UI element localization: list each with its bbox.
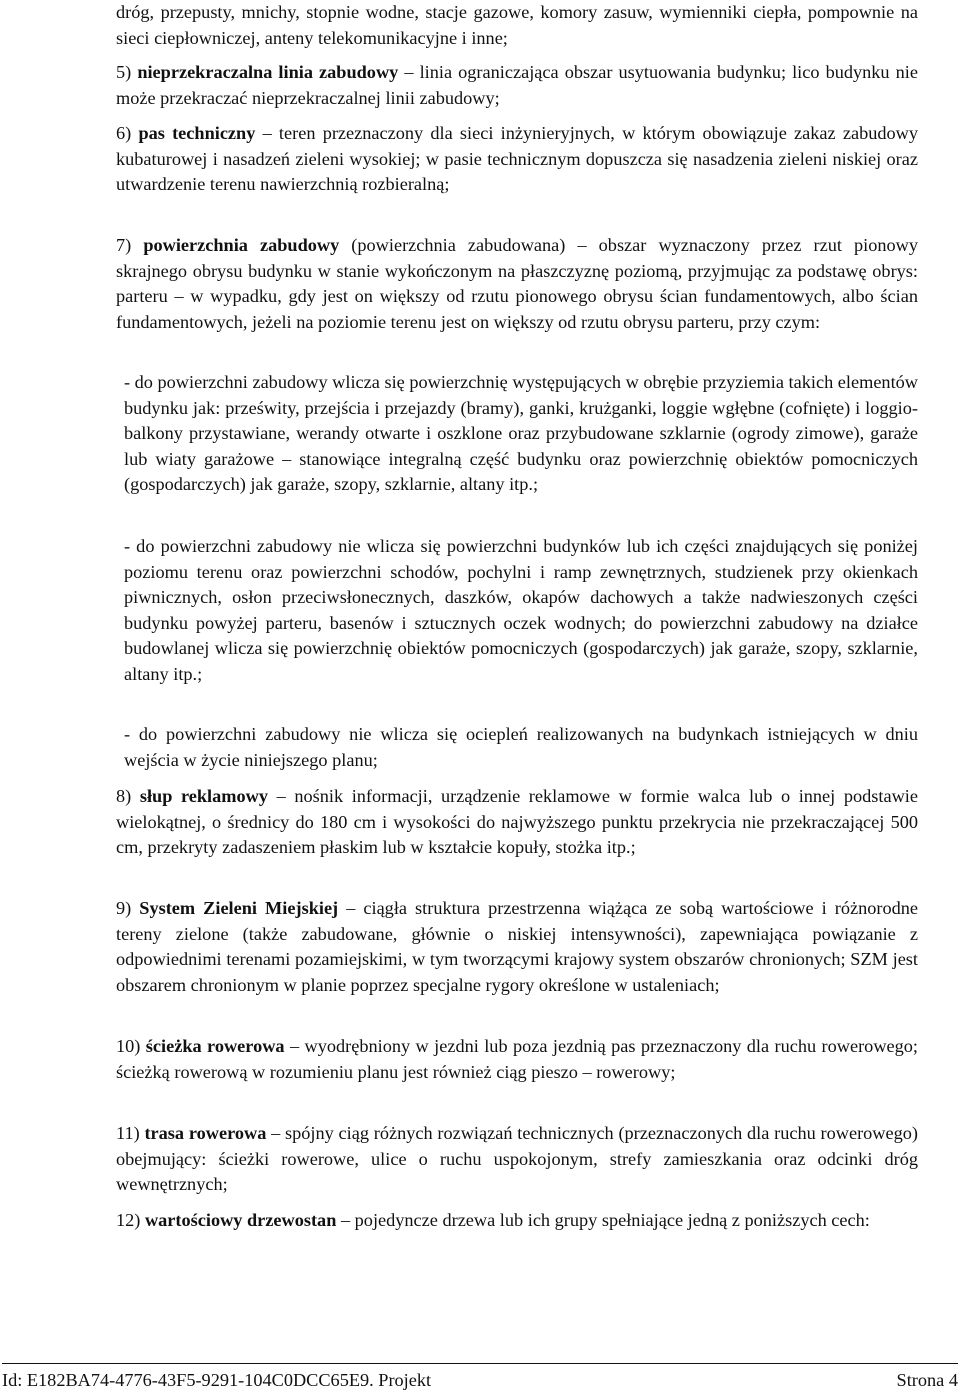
bullet-item-1: - do powierzchni zabudowy wlicza się powierzchnię występujących w obrębie przyziemia takich elementów budynku jak: prześwity, przejścia i przejazdy (bramy), ganki, krużganki, loggie wgłębne (cofnięte) i loggio-balkony przystawiane, werandy otwarte i oszklone oraz przybudowane szklarnie (ogrody zimowe), garaże lub wiaty garażowe – stanowiące integralną część budynku oraz powierzchnię obiektów pomocniczych (gospodarczych) jak garaże, szopy, szklarnie, altany itp.; — [124, 372, 918, 495]
definition-term: wartościowy drzewostan — [144, 1210, 337, 1230]
definition-text: – nośnik informacji, urządzenie reklamowe w formie walca lub o innej podstawie wielokątnej, o średnicy do 180 cm i wysokości do najwyższego punktu przekrycia nie przekraczającej 500 cm, przekryty zadaszeniem płaskim lub w kształcie kopuły, stożka itp.; — [116, 786, 918, 858]
definition-term: System Zieleni Miejskiej — [139, 898, 339, 918]
definition-7 — [116, 233, 918, 335]
definition-text: – spójny ciąg różnych rozwiązań technicznych (przeznaczonych dla ruchu rowerowego) obejmujący: ścieżki rowerowe, ulice o ruchu uspokojonym, strefy zamieszkania oraz odcinki dróg wewnętrznych; — [116, 1123, 918, 1195]
definition-term: powierzchnia zabudowy — [143, 235, 340, 255]
page-number: Strona 4 — [896, 1370, 958, 1390]
definition-text: – pojedyncze drzewa lub ich grupy spełniające jedną z poniższych cech: — [336, 1210, 870, 1230]
definition-term: trasa rowerowa — [144, 1123, 267, 1143]
definition-term: ścieżka rowerowa — [145, 1036, 285, 1056]
intro-paragraph: dróg, przepusty, mnichy, stopnie wodne, stacje gazowe, komory zasuw, wymienniki ciepła, pompownie na sieci ciepłowniczej, anteny telekomunikacyjne i inne; — [116, 2, 918, 48]
definition-number: 7) — [116, 235, 132, 255]
definition-5 — [116, 60, 918, 111]
definition-text: – teren przeznaczony dla sieci inżynieryjnych, w którym obowiązuje zakaz zabudowy kubaturowej i nasadzeń zieleni wysokiej; w pasie technicznym dopuszcza się nasadzenia zieleni niskiej oraz utwardzenie terenu nawierzchnią rozbieralną; — [116, 123, 918, 195]
definition-text: – ciągła struktura przestrzenna wiążąca ze sobą wartościowe i różnorodne tereny zielone (także zabudowane, głównie o niskiej intensywności), zapewniająca powiązanie z odpowiednimi terenami pozamiejskimi, w tym tworzącymi krajowy system obszarów chronionych; SZM jest obszarem chronionym w planie poprzez specjalne rygory określone w ustaleniach; — [116, 898, 919, 995]
definition-number: 8) — [116, 786, 132, 806]
definition-number: 5) — [116, 62, 132, 82]
definition-10 — [116, 1034, 918, 1085]
definition-term: pas techniczny — [138, 123, 256, 143]
definition-number: 9) — [116, 898, 132, 918]
bullet-item-3: - do powierzchni zabudowy nie wlicza się ociepleń realizowanych na budynkach istniejących w dniu wejścia w życie niniejszego planu; — [124, 724, 918, 770]
definition-text: (powierzchnia zabudowana) – obszar wyznaczony przez rzut pionowy skrajnego obrysu budynku w stanie wykończonym na płaszczyznę poziomą, przyjmując za podstawę obrys: parteru – w wypadku, gdy jest on większy od rzutu pionowego obrysu ścian fundamentowych, albo ścian fundamentowych, jeżeli na poziomie terenu jest on większy od rzutu obrysu parteru, przy czym: — [116, 235, 918, 332]
definition-6 — [116, 121, 918, 198]
bullet-item-2: - do powierzchni zabudowy nie wlicza się powierzchni budynków lub ich części znajdujących się poniżej poziomu terenu oraz powierzchni schodów, pochylni i ramp zewnętrznych, studzienek przy okienkach piwnicznych, osłon przeciwsłonecznych, daszków, okapów dachowych a także nadwieszonych części budynku powyżej parteru, basenów i sztucznych oczek wodnych; do powierzchni zabudowy na działce budowlanej wlicza się powierzchnię obiektów pomocniczych (gospodarczych) jak garaże, szopy, szklarnie, altany itp.; — [124, 536, 918, 684]
definition-term: słup reklamowy — [139, 786, 268, 806]
definition-8 — [116, 784, 918, 861]
definition-number: 12) — [116, 1210, 141, 1230]
definition-term: nieprzekraczalna linia zabudowy — [137, 62, 399, 82]
page-footer — [2, 1363, 958, 1394]
definition-11 — [116, 1121, 918, 1198]
definition-number: 6) — [116, 123, 132, 143]
document-id: Id: E182BA74-4776-43F5-9291-104C0DCC65E9. Projekt — [2, 1370, 432, 1390]
definition-text: – wyodrębniony w jezdni lub poza jezdnią pas przeznaczony dla ruchu rowerowego; ścieżką rowerową w rozumieniu planu jest również ciąg pieszo – rowerowy; — [116, 1036, 918, 1082]
definition-number: 10) — [116, 1036, 141, 1056]
definition-9 — [116, 896, 918, 998]
definition-text: – linia ograniczająca obszar usytuowania budynku; lico budynku nie może przekraczać nieprzekraczalnej linii zabudowy; — [116, 62, 918, 108]
definition-12 — [116, 1208, 918, 1234]
definition-number: 11) — [116, 1123, 140, 1143]
